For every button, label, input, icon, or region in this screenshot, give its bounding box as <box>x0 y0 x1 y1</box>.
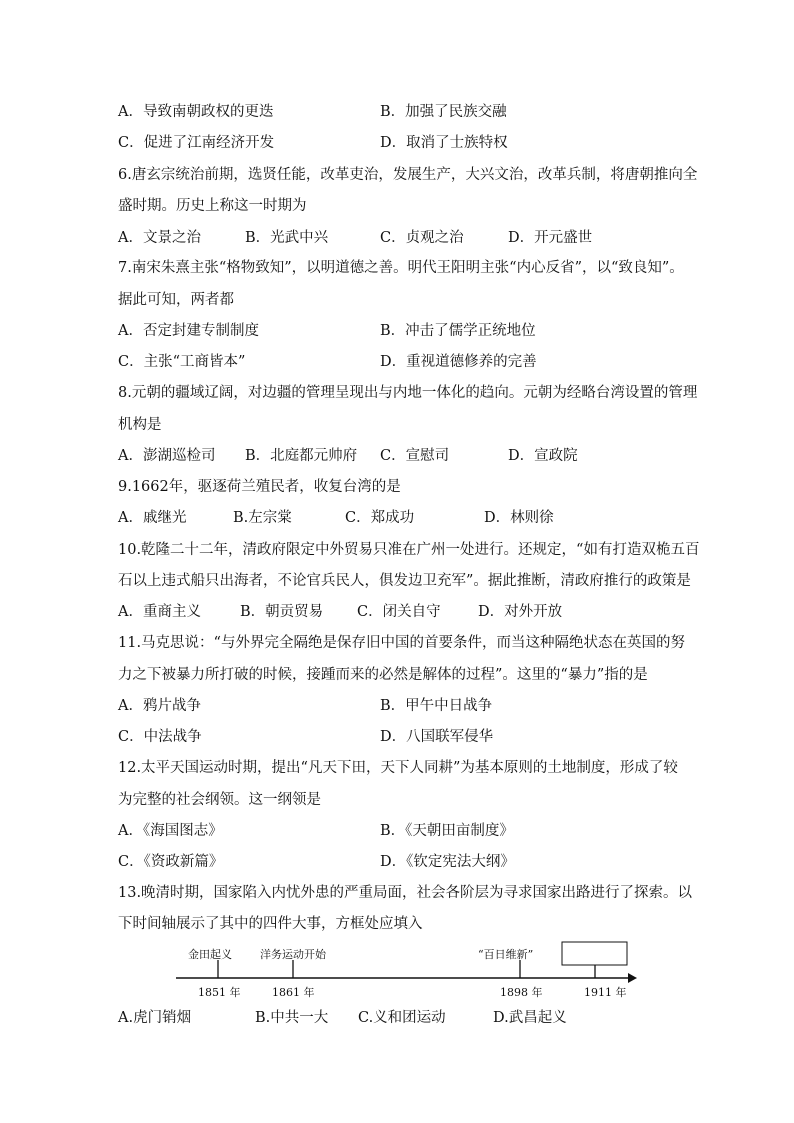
q7-option-d[interactable]: D．重视道德修养的完善 <box>380 354 537 370</box>
timeline-event-yangwu: 洋务运动开始 <box>260 948 326 961</box>
q11-option-d[interactable]: D．八国联军侵华 <box>380 729 494 745</box>
q6-stem-line2: 盛时期。历史上称这一时期为 <box>118 198 307 214</box>
q6-option-b[interactable]: B．光武中兴 <box>245 230 329 246</box>
q12-option-a[interactable]: A．《海国图志》 <box>118 823 223 839</box>
timeline-year-1851: 1851 年 <box>198 986 241 999</box>
q7-option-a[interactable]: A．否定封建专制制度 <box>118 323 259 339</box>
q13-option-d[interactable]: D.武昌起义 <box>493 1010 567 1026</box>
q10-option-a[interactable]: A．重商主义 <box>118 604 201 620</box>
q8-option-c[interactable]: C．宣慰司 <box>380 448 450 464</box>
q13-option-b[interactable]: B.中共一大 <box>255 1010 329 1026</box>
timeline-event-bairi: “百日维新” <box>478 948 534 961</box>
q12-option-d[interactable]: D．《钦定宪法大纲》 <box>380 854 515 870</box>
timeline-year-1911: 1911 年 <box>584 986 627 999</box>
q9-option-c[interactable]: C．郑成功 <box>345 510 415 526</box>
q9-option-a[interactable]: A．戚继光 <box>118 510 187 526</box>
q6-stem-line1: 6.唐玄宗统治前期，选贤任能，改革吏治，发展生产，大兴文治，改革兵制，将唐朝推向全 <box>118 167 698 183</box>
q8-stem-line1: 8.元朝的疆域辽阔，对边疆的管理呈现出与内地一体化的趋向。元朝为经略台湾设置的管理 <box>118 385 698 401</box>
q10-option-c[interactable]: C．闭关自守 <box>357 604 441 620</box>
q8-option-d[interactable]: D．宣政院 <box>508 448 578 464</box>
timeline-event-jintian: 金田起义 <box>188 948 232 961</box>
q12-option-b[interactable]: B．《天朝田亩制度》 <box>380 823 514 839</box>
q7-stem-line2: 据此可知，两者都 <box>118 292 234 308</box>
q10-option-d[interactable]: D．对外开放 <box>478 604 563 620</box>
q11-option-b[interactable]: B．甲午中日战争 <box>380 698 493 714</box>
q12-stem-line2: 为完整的社会纲领。这一纲领是 <box>118 792 321 808</box>
timeline-answer-box[interactable] <box>562 942 627 965</box>
q9-stem-line1: 9.1662年，驱逐荷兰殖民者，收复台湾的是 <box>118 479 401 495</box>
q11-stem-line2: 力之下被暴力所打破的时候，接踵而来的必然是解体的过程”。这里的“暴力”指的是 <box>118 667 648 683</box>
q7-stem-line1: 7.南宋朱熹主张“格物致知”，以明道德之善。明代王阳明主张“内心反省”，以“致良知”。 <box>118 260 684 276</box>
q10-stem-line1: 10.乾隆二十二年，清政府限定中外贸易只准在广州一处进行。还规定，“如有打造双桅五百 <box>118 542 700 558</box>
q9-option-d[interactable]: D．林则徐 <box>484 510 554 526</box>
q12-stem-line1: 12.太平天国运动时期，提出“凡天下田，天下人同耕”为基本原则的土地制度，形成了较 <box>118 760 678 776</box>
timeline-year-1861: 1861 年 <box>272 986 315 999</box>
q6-option-a[interactable]: A．文景之治 <box>118 230 201 246</box>
q5-option-b[interactable]: B．加强了民族交融 <box>380 104 507 120</box>
q13-option-c[interactable]: C.义和团运动 <box>358 1010 446 1026</box>
q13-stem-line1: 13.晚清时期，国家陷入内忧外患的严重局面，社会各阶层为寻求国家出路进行了探索。以 <box>118 885 693 901</box>
q11-stem-line1: 11.马克思说：“与外界完全隔绝是保存旧中国的首要条件，而当这种隔绝状态在英国的努 <box>118 635 685 651</box>
q13-option-a[interactable]: A.虎门销烟 <box>118 1010 192 1026</box>
q9-option-b[interactable]: B.左宗棠 <box>233 510 292 526</box>
q12-option-c[interactable]: C．《资政新篇》 <box>118 854 224 870</box>
q5-option-c[interactable]: C．促进了江南经济开发 <box>118 135 275 151</box>
q7-option-b[interactable]: B．冲击了儒学正统地位 <box>380 323 536 339</box>
q8-option-b[interactable]: B．北庭都元帅府 <box>245 448 358 464</box>
q13-stem-line2: 下时间轴展示了其中的四件大事，方框处应填入 <box>118 916 423 932</box>
q5-option-a[interactable]: A．导致南朝政权的更迭 <box>118 104 274 120</box>
q7-option-c[interactable]: C．主张“工商皆本” <box>118 354 246 370</box>
q6-option-c[interactable]: C．贞观之治 <box>380 230 464 246</box>
timeline-arrowhead <box>628 973 637 983</box>
q8-stem-line2: 机构是 <box>118 417 162 433</box>
q11-option-c[interactable]: C．中法战争 <box>118 729 202 745</box>
q5-option-d[interactable]: D．取消了士族特权 <box>380 135 508 151</box>
q8-option-a[interactable]: A．澎湖巡检司 <box>118 448 216 464</box>
timeline-year-1898: 1898 年 <box>500 986 543 999</box>
q11-option-a[interactable]: A．鸦片战争 <box>118 698 201 714</box>
q10-stem-line2: 石以上违式船只出海者，不论官兵民人，俱发边卫充军”。据此推断，清政府推行的政策是 <box>118 573 691 589</box>
q10-option-b[interactable]: B．朝贡贸易 <box>240 604 324 620</box>
q6-option-d[interactable]: D．开元盛世 <box>508 230 593 246</box>
